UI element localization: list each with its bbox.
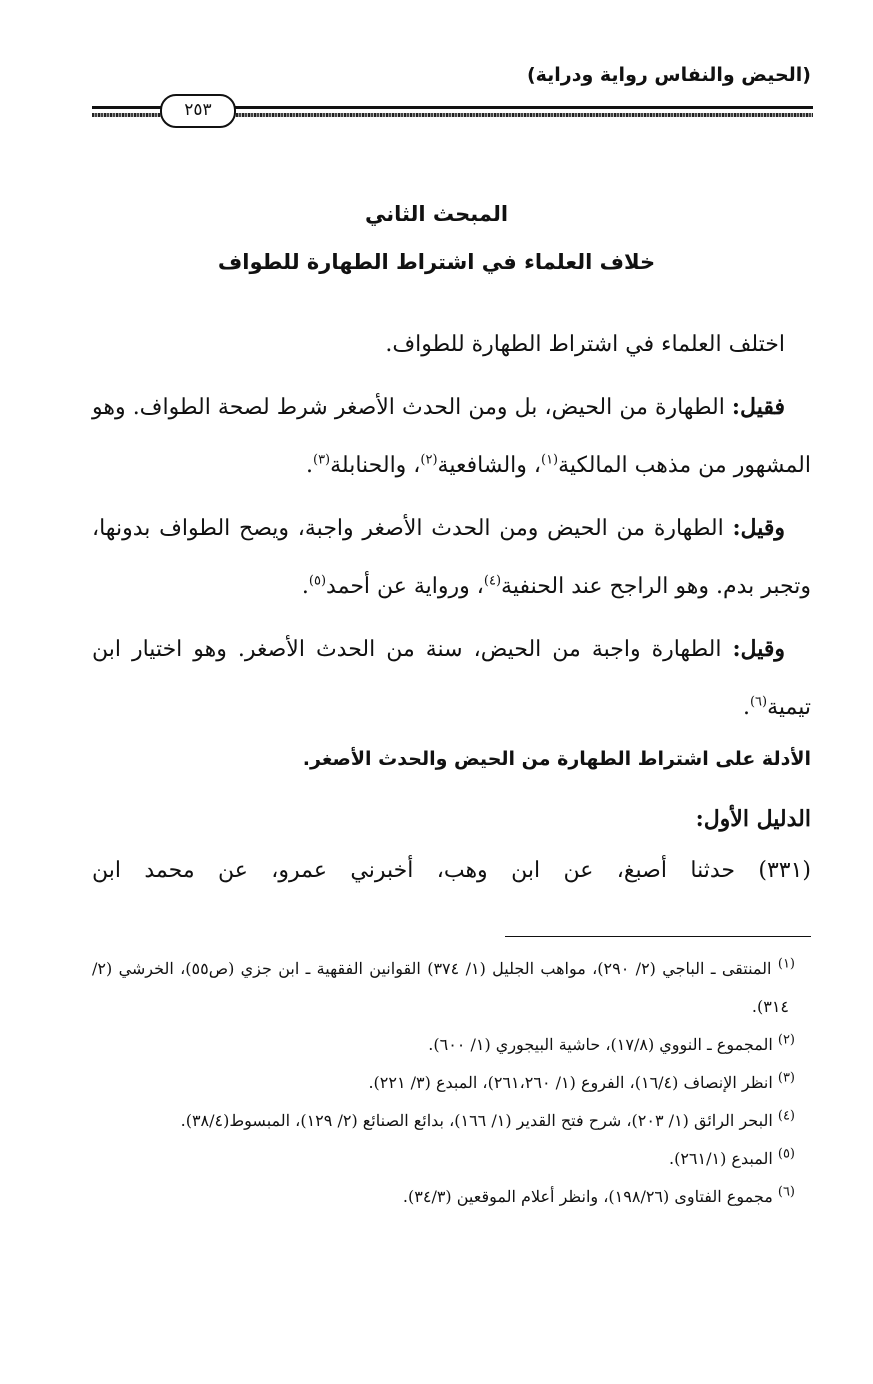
footnote-6-text: مجموع الفتاوى (١٩٨/٢٦)، وانظر أعلام الموقعين (٣٤/٣).	[402, 1187, 773, 1206]
opinion-1-text: الطهارة من الحيض، بل ومن الحدث الأصغر شرط لصحة الطواف. وهو المشهور من مذهب المالكية	[92, 395, 811, 478]
body-text	[92, 316, 811, 741]
footnote-1-text: المنتقى ـ الباجي (٢/ ٢٩٠)، مواهب الجليل (١/ ٣٧٤) القوانين الفقهية ـ ابن جزي (ص٥٥)، الخرشي (٢/ ٣١٤).	[92, 959, 789, 1016]
footnote-4-number: (٤)	[777, 1108, 795, 1124]
footnote-2	[92, 1026, 811, 1064]
opinion-3-text: الطهارة واجبة من الحيض، سنة من الحدث الأصغر. وهو اختيار ابن تيمية	[92, 637, 811, 720]
section-subtitle: خلاف العلماء في اشتراط الطهارة للطواف	[217, 250, 656, 274]
opinion-1-end: .	[305, 453, 313, 478]
footnote-2-text: المجموع ـ النووي (١٧/٨)، حاشية البيجوري (١/ ٦٠٠).	[428, 1035, 773, 1054]
opinion-3-end: .	[742, 695, 750, 720]
opinion-1-mid-1: ، والشافعية	[437, 453, 541, 478]
footnote-ref-2[interactable]: (٢)	[420, 452, 438, 468]
footnote-5	[92, 1140, 811, 1178]
page-number-badge: ٢٥٣	[160, 94, 236, 128]
footnote-ref-6[interactable]: (٦)	[749, 694, 768, 710]
hadith-line: (٣٣١) حدثنا أصبغ، عن ابن وهب، أخبرني عمرو، عن محمد ابن	[92, 858, 811, 883]
intro-paragraph	[92, 316, 811, 374]
opinion-2-lead: وقيل:	[732, 515, 785, 541]
footnotes	[92, 950, 811, 1216]
footnote-4-text: البحر الرائق (١/ ٢٠٣)، شرح فتح القدير (١/ ١٦٦)، بدائع الصنائع (٢/ ١٢٩)، المبسوط(٣٨/٤).	[180, 1111, 773, 1130]
opinion-3-lead: وقيل:	[732, 636, 785, 662]
footnote-ref-3[interactable]: (٣)	[312, 452, 331, 468]
opinion-1-mid-2: ، والحنابلة	[330, 453, 421, 478]
footnote-1	[92, 950, 811, 1026]
opinion-2-end: .	[301, 574, 309, 599]
footnote-5-text: المبدع (٢٦١/١).	[669, 1149, 773, 1168]
first-evidence-heading: الدليل الأول:	[695, 806, 811, 832]
footnote-ref-1[interactable]: (١)	[540, 452, 559, 468]
footnote-ref-4[interactable]: (٤)	[483, 573, 502, 589]
opinion-1-lead: فقيل:	[731, 394, 785, 420]
running-title: (الحيض والنفاس رواية ودراية)	[526, 64, 811, 86]
footnote-3	[92, 1064, 811, 1102]
footnote-5-number: (٥)	[777, 1146, 795, 1162]
intro-text: اختلف العلماء في اشتراط الطهارة للطواف.	[385, 332, 785, 357]
opinion-paragraph-3	[92, 620, 811, 737]
evidence-heading: الأدلة على اشتراط الطهارة من الحيض والحدث الأصغر.	[302, 748, 811, 770]
footnote-6	[92, 1178, 811, 1216]
footnote-6-number: (٦)	[777, 1184, 795, 1200]
footnote-1-number: (١)	[777, 956, 795, 972]
opinion-paragraph-1	[92, 378, 811, 495]
section-title: المبحث الثاني	[364, 202, 509, 226]
footnote-4	[92, 1102, 811, 1140]
opinion-2-text: الطهارة من الحيض ومن الحدث الأصغر واجبة، ويصح الطواف بدونها، وتجبر بدم. وهو الراجح عند الحنفية	[92, 516, 811, 599]
footnote-3-text: انظر الإنصاف (١٦/٤)، الفروع (١/ ٢٦١،٢٦٠)، المبدع (٣/ ٢٢١).	[368, 1073, 773, 1092]
footnote-3-number: (٣)	[777, 1070, 795, 1086]
opinion-2-mid: ، ورواية عن أحمد	[326, 574, 484, 599]
opinion-paragraph-2	[92, 499, 811, 616]
footnote-2-number: (٢)	[777, 1032, 795, 1048]
footnote-separator	[505, 936, 811, 937]
footnote-ref-5[interactable]: (٥)	[308, 573, 327, 589]
